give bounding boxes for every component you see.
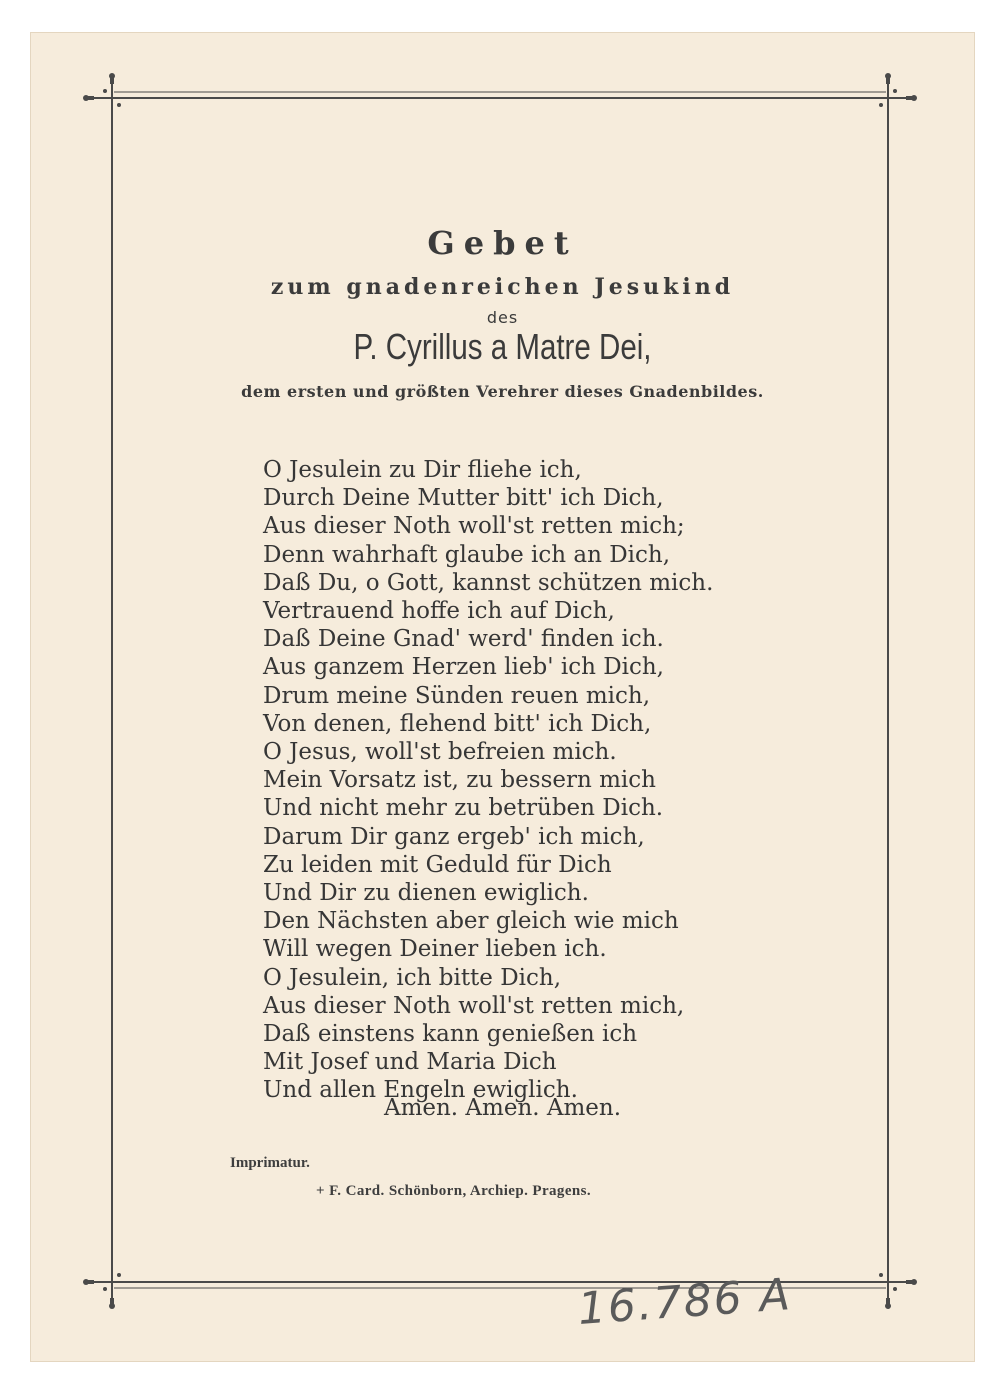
prayer-line: Aus dieser Noth woll'st retten mich, [263, 992, 685, 1019]
prayer-line: O Jesulein zu Dir fliehe ich, [263, 457, 582, 483]
prayer-line: O Jesulein, ich bitte Dich, [263, 964, 562, 991]
prayer-line: Darum Dir ganz ergeb' ich mich, [263, 823, 645, 850]
prayer-card [30, 32, 975, 1362]
imprimatur-signature: + F. Card. Schönborn, Archiep. Pragens. [316, 1183, 592, 1199]
corner-ornament-top-left-icon [83, 73, 121, 107]
prayer-line: Den Nächsten aber gleich wie mich [263, 908, 679, 935]
prayer-line: Daß Deine Gnad' werd' finden ich. [263, 626, 664, 653]
corner-ornament-top-right-icon [879, 73, 917, 107]
prayer-line: Daß Du, o Gott, kannst schützen mich. [263, 569, 714, 596]
prayer-line: Und nicht mehr zu betrüben Dich. [263, 795, 664, 822]
imprimatur-label: Imprimatur. [230, 1155, 310, 1171]
prayer-line: Mein Vorsatz ist, zu bessern mich [263, 767, 656, 794]
prayer-line: Aus dieser Noth woll'st retten mich; [263, 513, 685, 540]
prayer-line: Daß einstens kann genießen ich [263, 1021, 638, 1048]
amen-line: Amen. Amen. Amen. [383, 1095, 622, 1121]
prayer-line: Vertrauend hoffe ich auf Dich, [263, 598, 615, 625]
corner-ornament-bottom-right-icon [879, 1273, 917, 1309]
prayer-line: Aus ganzem Herzen lieb' ich Dich, [263, 654, 664, 681]
corner-ornament-bottom-left-icon [83, 1273, 121, 1309]
prayer-title: Gebet [427, 224, 578, 262]
author-note: dem ersten und größten Verehrer dieses Gnadenbildes. [241, 382, 764, 401]
prayer-line: O Jesus, woll'st befreien mich. [263, 739, 617, 766]
prayer-line: Durch Deine Mutter bitt' ich Dich, [263, 485, 664, 512]
title-des: des [486, 308, 519, 327]
prayer-line: Mit Josef und Maria Dich [263, 1049, 557, 1076]
prayer-line: Denn wahrhaft glaube ich an Dich, [263, 541, 671, 568]
handwritten-inventory-number: 16.786 A [576, 1269, 794, 1335]
prayer-line: Will wegen Deiner lieben ich. [263, 936, 607, 963]
author-name: P. Cyrillus a Matre Dei, [353, 326, 652, 367]
prayer-line: Und Dir zu dienen ewiglich. [263, 880, 589, 907]
prayer-subtitle: zum gnadenreichen Jesukind [270, 274, 735, 300]
prayer-line: Und allen Engeln ewiglich. [263, 1077, 578, 1104]
prayer-line: Zu leiden mit Geduld für Dich [263, 851, 612, 878]
prayer-line: Von denen, flehend bitt' ich Dich, [263, 710, 652, 737]
prayer-line: Drum meine Sünden reuen mich, [263, 682, 651, 709]
prayer-text [263, 456, 713, 1105]
